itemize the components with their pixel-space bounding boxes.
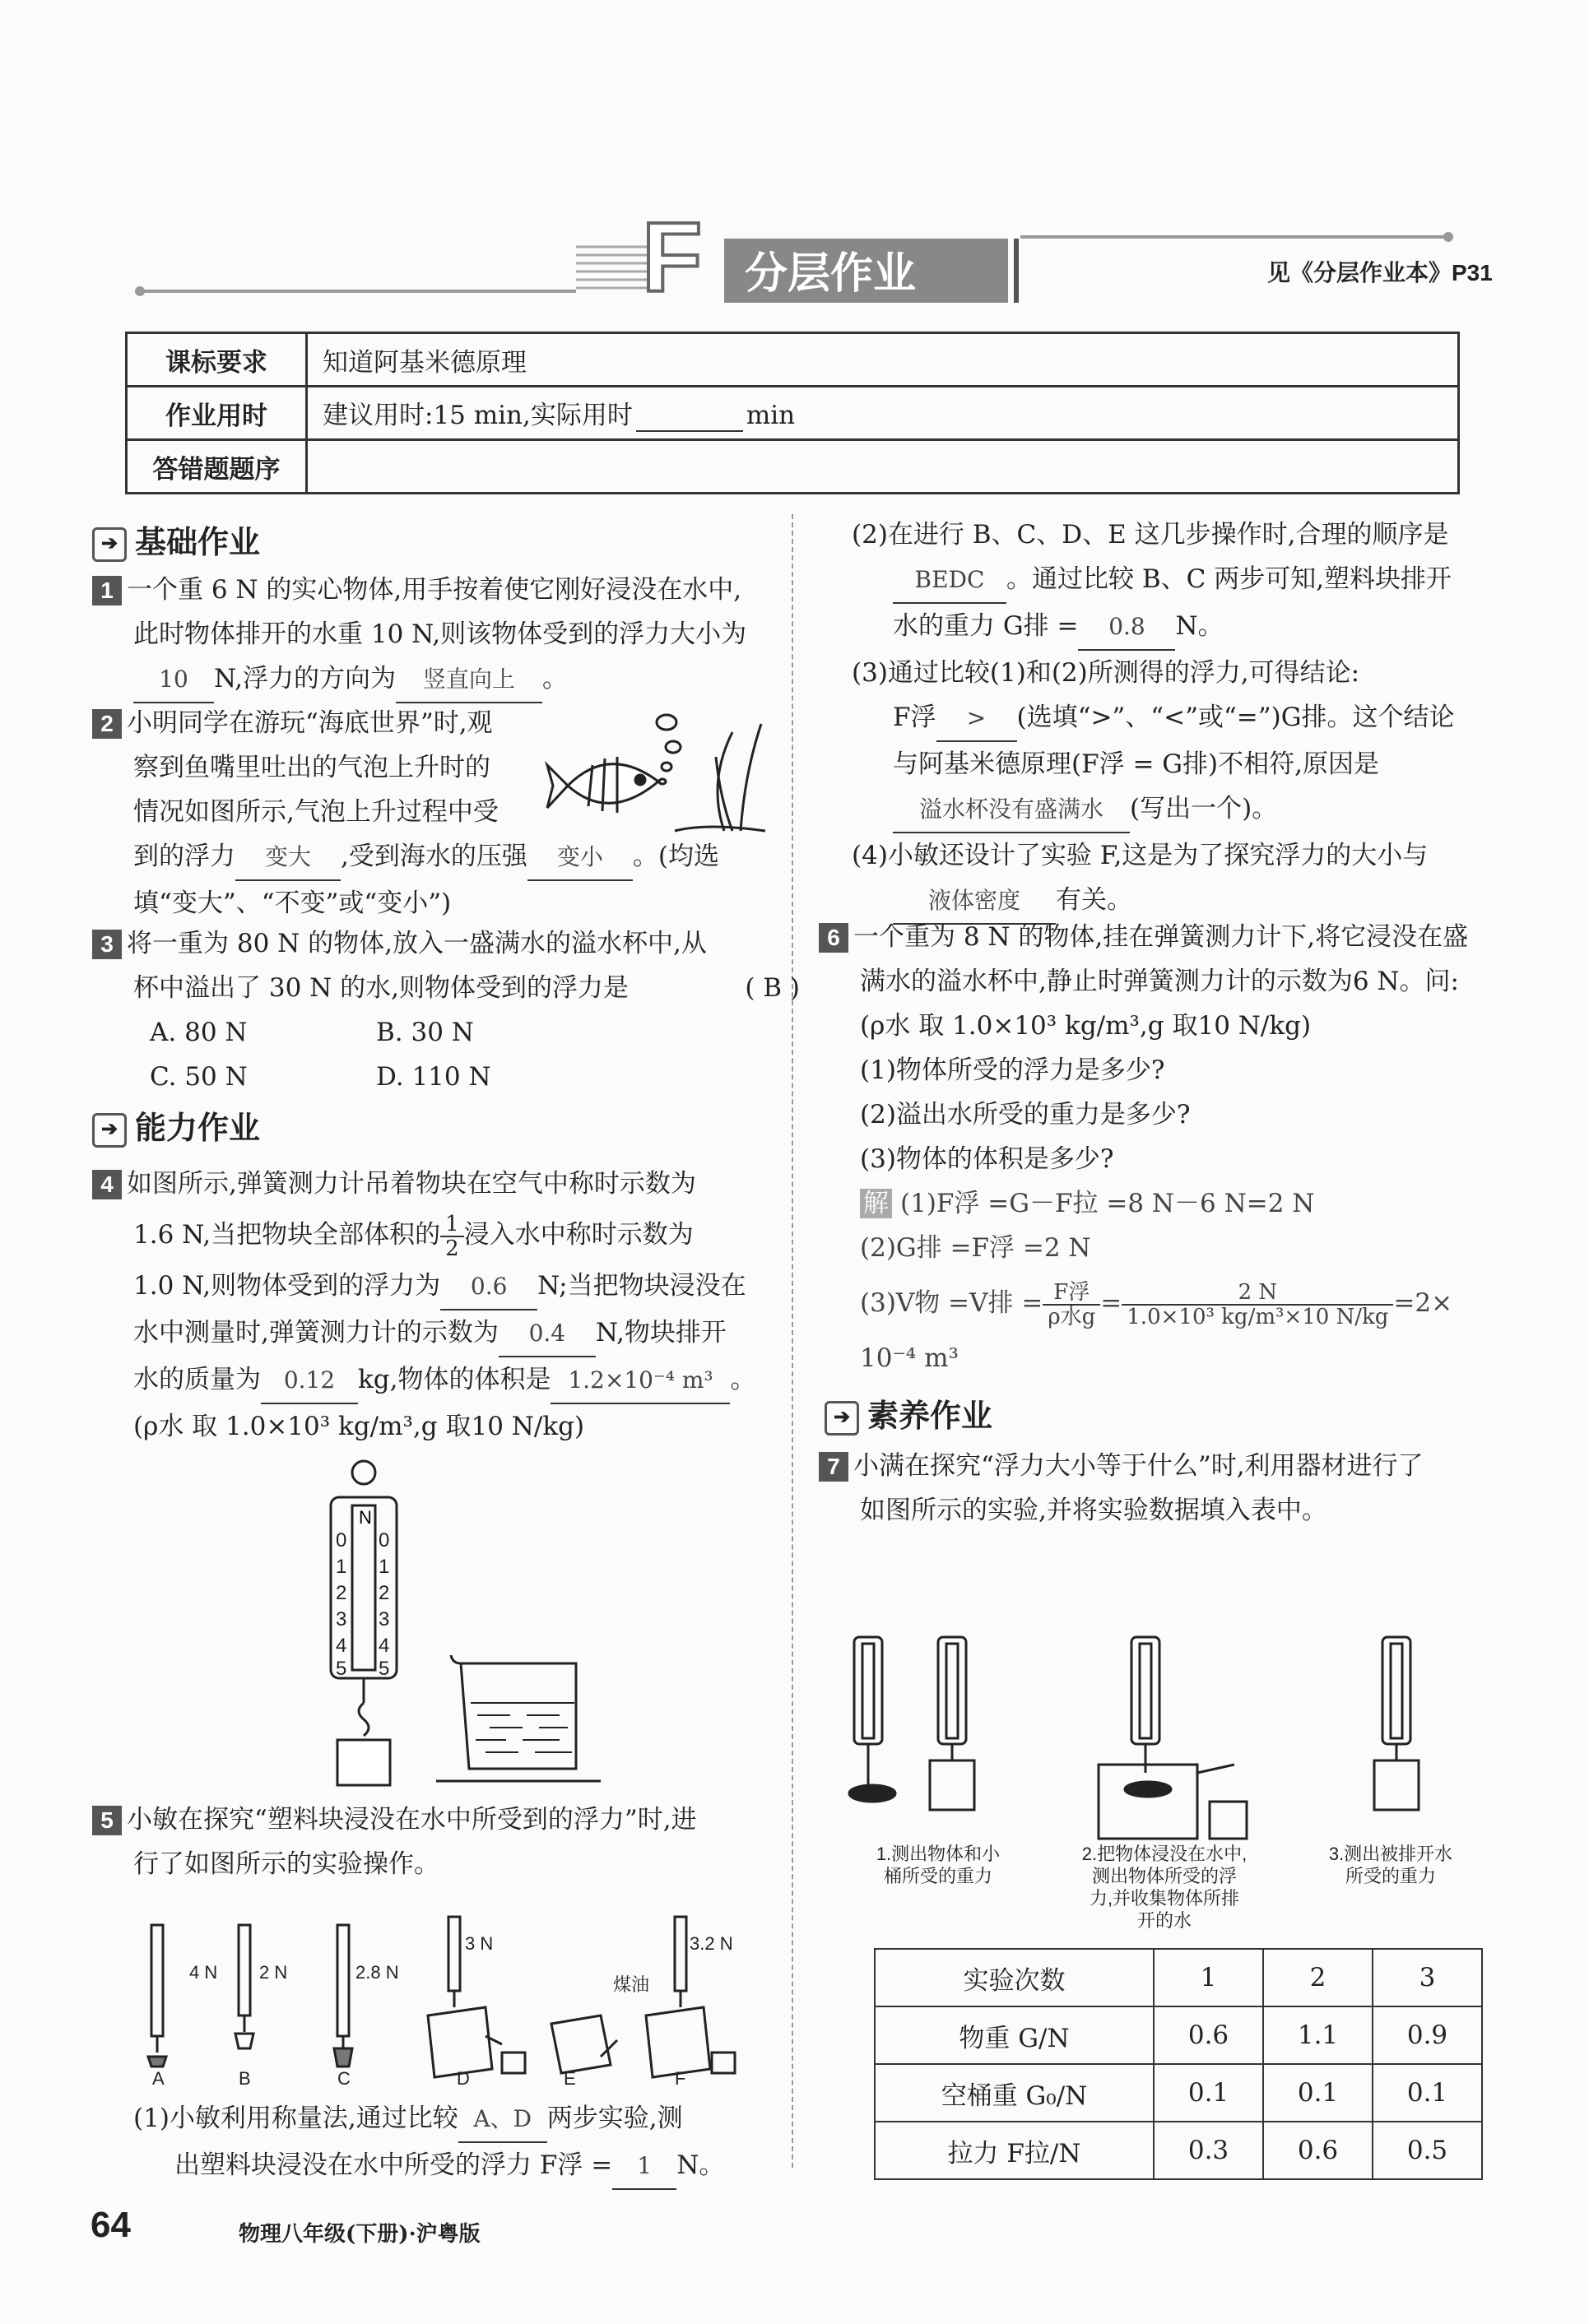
label-a: A — [152, 2068, 165, 2089]
table-row — [875, 2006, 1482, 2064]
reading-b: 2 N — [259, 1962, 288, 1983]
q6-solution: (2)G排 =F浮 =2 N — [860, 1233, 1091, 1263]
q7-caption-2: 2.把物体浸没在水中, 测出物体所受的浮 力,并收集物体所排 开的水 — [1081, 1844, 1248, 1931]
q5-text: 水的重力 G排 = — [893, 611, 1079, 641]
q6-text: 满水的溢水杯中,静止时弹簧测力计的示数为6 N。问: — [860, 967, 1459, 996]
volume-fraction-1: $\frac{\text{F浮}}{\text{ρ水g}}$ — [1043, 1281, 1100, 1329]
q1-text: 。 — [542, 664, 568, 693]
table-cell: 0.6 — [1263, 2122, 1373, 2179]
q7-caption-3: 3.测出被排开水 所受的重力 — [1328, 1844, 1453, 1886]
q3-option: A. 80 N — [150, 1018, 248, 1047]
q1-number: 1 — [92, 576, 122, 605]
q5-answer-5[interactable]: > — [936, 696, 1017, 742]
scale-tick: 3 — [379, 1608, 390, 1631]
q4-text: 1.6 N,当把物块全部体积的 — [133, 1220, 441, 1250]
q4-number: 4 — [92, 1170, 122, 1199]
q6-text: (3)物体的体积是多少? — [860, 1144, 1114, 1174]
q2-text: 。(均选 — [632, 842, 719, 871]
q4-answer-2[interactable]: 0.4 — [499, 1311, 596, 1357]
q5-text: 。通过比较 B、C 两步可知,塑料块排开 — [1006, 564, 1452, 594]
q4-answer-3[interactable]: 0.12 — [261, 1358, 358, 1404]
q6-solution: (3)V物 =V排 = — [860, 1288, 1043, 1318]
header-ref: 见《分层作业本》P31 — [1267, 260, 1493, 285]
label-b: B — [239, 2068, 251, 2089]
scale-tick: 1 — [336, 1556, 347, 1578]
q7-experiment-figure — [848, 1538, 1473, 1843]
req-label: 课标要求 — [127, 333, 307, 387]
q5-text: F浮 — [893, 703, 936, 732]
q5-text: (1)小敏利用称量法,通过比较 — [133, 2104, 458, 2133]
q6-text: 一个重为 8 N 的物体,挂在弹簧测力计下,将它浸没在盛 — [853, 922, 1469, 952]
q4-text: 1.0 N,则物体受到的浮力为 — [133, 1271, 441, 1301]
q5-answer-4[interactable]: 0.8 — [1078, 605, 1175, 651]
table-header: 1 — [1154, 1949, 1263, 2006]
q6-solution: =2× — [1393, 1288, 1453, 1318]
table-cell: 0.3 — [1154, 2122, 1263, 2179]
scale-tick: 4 — [379, 1635, 390, 1657]
label-c: C — [337, 2068, 351, 2089]
section-basic-title: 基础作业 — [135, 526, 261, 560]
volume-fraction-2: $\frac{2 N}{\text{1.0×10³ kg/m³×10 N/kg}}$ — [1122, 1281, 1393, 1329]
header-letter: F — [642, 202, 703, 313]
q6-number: 6 — [819, 923, 848, 953]
q5 — [92, 1798, 697, 1886]
q5-text: N。 — [1175, 611, 1224, 641]
actual-time-blank[interactable] — [636, 401, 743, 432]
section-basic — [92, 517, 260, 562]
q5-text: 小敏在探究“塑料块浸没在水中所受到的浮力”时,进 — [127, 1805, 697, 1835]
q7 — [819, 1444, 1424, 1533]
q6-text: (1)物体所受的浮力是多少? — [860, 1055, 1165, 1085]
q5-text: (选填“>”、“<”或“=”)G排。这个结论 — [1016, 703, 1455, 732]
q4-text: N,物块排开 — [595, 1318, 727, 1348]
req-value[interactable] — [307, 440, 1459, 494]
q6-text: (ρ水 取 1.0×10³ kg/m³,g 取10 N/kg) — [860, 1011, 1312, 1041]
req-label: 答错题题序 — [127, 440, 307, 494]
arrow-icon: ➔ — [825, 1401, 859, 1436]
time-unit: min — [746, 401, 796, 430]
fish-bubble-figure — [543, 707, 774, 847]
q2-text: 情况如图所示,气泡上升过程中受 — [133, 797, 499, 827]
req-value: 知道阿基米德原理 — [307, 333, 1459, 387]
kerosene-label: 煤油 — [613, 1974, 650, 1995]
q3-text: 将一重为 80 N 的物体,放入一盛满水的溢水杯中,从 — [127, 929, 707, 958]
q3-option: C. 50 N — [150, 1062, 248, 1092]
q4-text: N;当把物块浸没在 — [537, 1271, 746, 1301]
q2-text: 察到鱼嘴里吐出的气泡上升时的 — [133, 753, 490, 782]
q5-number: 5 — [92, 1806, 122, 1835]
q5-text: 与阿基米德原理(F浮 = G排)不相符,原因是 — [893, 749, 1379, 779]
q5-answer-7[interactable]: 液体密度 — [893, 879, 1056, 925]
time-text: 建议用时:15 min,实际用时 — [323, 401, 633, 430]
q5-text: 出塑料块浸没在水中所受的浮力 F浮 = — [174, 2150, 613, 2180]
solution-tag: 解 — [860, 1189, 892, 1218]
q3-option: D. 110 N — [376, 1062, 491, 1092]
q7-text: 如图所示的实验,并将实验数据填入表中。 — [860, 1496, 1327, 1525]
header-title: 分层作业 — [745, 250, 917, 298]
table-row — [875, 2122, 1482, 2179]
column-divider — [792, 514, 793, 2168]
table-cell: 空桶重 G₀/N — [875, 2064, 1154, 2122]
label-d: D — [457, 2068, 470, 2089]
reading-c: 2.8 N — [355, 1962, 399, 1983]
q2-answer-1[interactable]: 变大 — [235, 835, 341, 881]
table-cell: 1.1 — [1263, 2006, 1373, 2064]
q4-text: 浸入水中称时示数为 — [463, 1220, 694, 1250]
reading-d: 3 N — [465, 1933, 494, 1954]
q2-text: 小明同学在游玩“海底世界”时,观 — [127, 708, 493, 738]
q5-answer-2[interactable]: 1 — [612, 2144, 676, 2190]
scale-tick: 0 — [379, 1529, 390, 1552]
q2-answer-2[interactable]: 变小 — [527, 835, 633, 881]
scale-tick: 2 — [336, 1582, 347, 1604]
q5-experiment-figure — [140, 1892, 757, 2090]
req-row — [127, 387, 1459, 440]
table-header-row — [875, 1949, 1482, 2006]
q2-text: 到的浮力 — [133, 842, 235, 871]
q5-part2 — [852, 513, 1454, 925]
table-header: 实验次数 — [875, 1949, 1154, 2006]
q3-number: 3 — [92, 930, 122, 959]
q1-text: N,浮力的方向为 — [214, 664, 396, 693]
q6-text: (2)溢出水所受的重力是多少? — [860, 1100, 1191, 1130]
section-literacy — [825, 1390, 992, 1436]
q5-part1 — [133, 2096, 724, 2190]
table-cell: 0.1 — [1154, 2064, 1263, 2122]
arrow-icon: ➔ — [92, 1113, 127, 1148]
scale-tick: 3 — [336, 1608, 347, 1631]
q4-text: kg,物体的体积是 — [358, 1365, 551, 1394]
q6-solution: 10⁻⁴ m³ — [860, 1343, 959, 1373]
req-value — [307, 387, 1459, 440]
q2-text: ,受到海水的压强 — [341, 842, 527, 871]
section-literacy-title: 素养作业 — [867, 1399, 993, 1434]
q4-answer-1[interactable]: 0.6 — [440, 1264, 537, 1310]
q3-answer[interactable]: ( B ) — [745, 973, 800, 1003]
scale-tick: 5 — [336, 1658, 347, 1680]
q4-text: 水的质量为 — [133, 1365, 261, 1394]
label-e: E — [564, 2068, 576, 2089]
scale-tick: 1 — [379, 1556, 390, 1578]
table-cell: 物重 G/N — [875, 2006, 1154, 2064]
scale-tick: 5 — [379, 1658, 390, 1680]
table-header: 3 — [1373, 1949, 1482, 2006]
table-row — [875, 2064, 1482, 2122]
q7-caption-1: 1.测出物体和小 桶所受的重力 — [876, 1844, 1001, 1886]
table-cell: 0.6 — [1154, 2006, 1263, 2064]
reading-a: 4 N — [189, 1962, 218, 1983]
q5-text: 两步实验,测 — [546, 2104, 683, 2133]
section-ability-title: 能力作业 — [135, 1111, 261, 1146]
spring-scale-figure — [313, 1456, 658, 1793]
q4 — [92, 1162, 755, 1449]
q4-text: (ρ水 取 1.0×10³ kg/m³,g 取10 N/kg) — [133, 1412, 585, 1441]
q5-text: 行了如图所示的实验操作。 — [133, 1849, 439, 1879]
q1-answer-1[interactable]: 10 — [133, 657, 214, 703]
scale-unit-label: N — [359, 1507, 372, 1528]
arrow-icon: ➔ — [92, 527, 127, 562]
q1-text: 一个重 6 N 的实心物体,用手按着使它刚好浸没在水中, — [127, 575, 742, 605]
reading-f: 3.2 N — [690, 1933, 733, 1954]
q1 — [92, 568, 746, 703]
q5-answer-3[interactable]: BEDC — [893, 558, 1006, 604]
scale-tick: 0 — [336, 1529, 347, 1552]
q4-text: 。 — [730, 1365, 756, 1394]
q4-text: 水中测量时,弹簧测力计的示数为 — [133, 1318, 499, 1348]
scale-tick: 4 — [336, 1635, 347, 1657]
q5-text: 有关。 — [1056, 885, 1132, 915]
q2-number: 2 — [92, 709, 122, 739]
requirement-table — [125, 332, 1460, 494]
q2-text: 填“变大”、“不变”或“变小”) — [133, 888, 452, 918]
q5-text: (4)小敏还设计了实验 F,这是为了探究浮力的大小与 — [852, 841, 1429, 870]
table-cell: 0.1 — [1263, 2064, 1373, 2122]
q5-answer-6[interactable]: 溢水杯没有盛满水 — [893, 787, 1130, 833]
req-label: 作业用时 — [127, 387, 307, 440]
label-f: F — [675, 2068, 686, 2089]
q6-solution: = — [1100, 1288, 1122, 1318]
footer-book: 物理八年级(下册)·沪粤版 — [239, 2222, 481, 2247]
table-cell: 0.9 — [1373, 2006, 1482, 2064]
q7-text: 小满在探究“浮力大小等于什么”时,利用器材进行了 — [853, 1451, 1424, 1481]
scale-tick: 2 — [379, 1582, 390, 1604]
q5-text: (2)在进行 B、C、D、E 这几步操作时,合理的顺序是 — [852, 520, 1449, 550]
table-header: 2 — [1263, 1949, 1373, 2006]
q5-text: (3)通过比较(1)和(2)所测得的浮力,可得结论: — [852, 658, 1360, 688]
section-ability — [92, 1102, 260, 1148]
table-cell: 0.1 — [1373, 2064, 1482, 2122]
page-number: 64 — [91, 2205, 131, 2245]
half-fraction: $\frac{1}{2}$ — [440, 1213, 464, 1260]
q3 — [92, 921, 800, 1099]
q1-answer-2[interactable]: 竖直向上 — [396, 657, 542, 703]
q7-number: 7 — [819, 1452, 848, 1482]
q5-text: (写出一个)。 — [1130, 794, 1278, 823]
table-cell: 拉力 F拉/N — [875, 2122, 1154, 2179]
q5-text: N。 — [676, 2150, 725, 2180]
q3-text: 杯中溢出了 30 N 的水,则物体受到的浮力是 — [133, 973, 629, 1003]
req-row — [127, 333, 1459, 387]
q7-data-table — [874, 1948, 1483, 2180]
q4-text: 如图所示,弹簧测力计吊着物块在空气中称时示数为 — [127, 1169, 696, 1199]
q6 — [819, 915, 1468, 1380]
q5-answer-1[interactable]: A、D — [458, 2097, 547, 2143]
q6-solution: (1)F浮 =G－F拉 =8 N－6 N=2 N — [900, 1189, 1315, 1218]
q4-answer-4[interactable]: 1.2×10⁻⁴ m³ — [551, 1358, 730, 1404]
q1-text: 此时物体排开的水重 10 N,则该物体受到的浮力大小为 — [133, 619, 747, 649]
q3-option: B. 30 N — [376, 1018, 474, 1047]
table-cell: 0.5 — [1373, 2122, 1482, 2179]
req-row — [127, 440, 1459, 494]
